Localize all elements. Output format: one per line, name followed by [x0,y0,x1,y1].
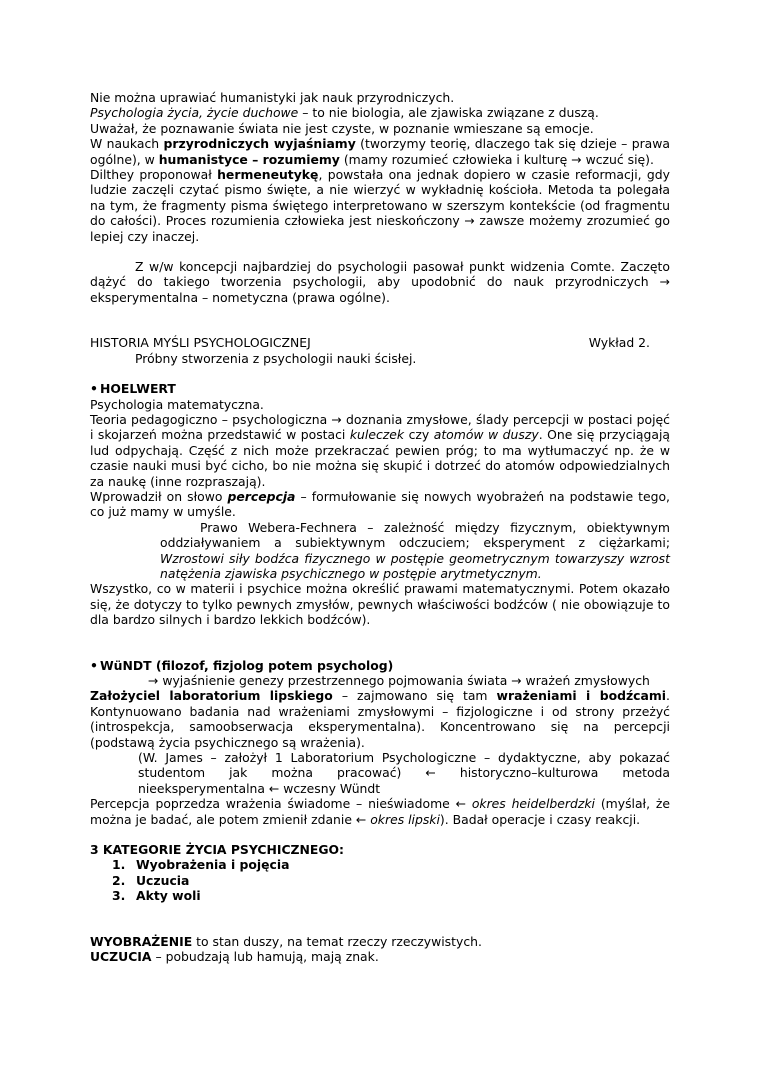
section-heading-wundt: • WüNDT (filozof, fizjolog potem psycholog) [90,657,394,673]
lecture-number: Wykład 2. [588,335,650,351]
lecture-header [90,335,670,350]
definition-imagination: WYOBRAŻENIE to stan duszy, na temat rzeczy rzeczywistych. [90,933,482,949]
section-heading-herbart: • HOELWERT [90,381,176,397]
paragraph-sciences: W naukach przyrodniczych wyjaśniamy (tworzymy teorię, dlaczego tak się dzieje – prawa ogólne), w humanistyce – rozumiemy (mamy rozumieć człowieka i kulturę → wczuć się). [90,136,670,167]
paragraph-math-laws: Wszystko, co w materii i psychice można określić prawami matematycznymi. Potem okazało się, że dotyczy to tylko pewnych zmysłów, pewnych właściwości bodźców ( nie obowiązuje to dla bardzo silnych i bardzo lekkich bodźców). [90,581,670,628]
quote-weber-fechner: Prawo Webera-Fechnera – zależność między fizycznym, obiektywnym oddziaływaniem a subiektywnym odczuciem; eksperyment z ciężarkami; Wzrostowi siły bodźca fizycznego w postępie geometrycznym towarzyszy wzrost natężenia zjawiska psychicznego w postępie arytmetycznym. [160,519,670,581]
bullet-icon: • [90,657,98,673]
categories-list [90,857,670,903]
definition-feelings: UCZUCIA – pobudzają lub hamują, mają znak. [90,949,379,965]
paragraph-perception: Wprowadził on słowo percepcja – formułowanie się nowych wyobrażeń na podstawie tego, co już mamy w umyśle. [90,488,670,520]
lecture-subtitle: Próbny stworzenia z psychologii nauki ścisłej. [135,350,417,366]
document-page [90,90,670,965]
paragraph-comte: Z w/w koncepcji najbardziej do psychologii pasował punkt widzenia Comte. Zaczęto dążyć do takiego tworzenia psychologii, aby upodobnić do nauk przyrodniczych → eksperymentalna – nometyczna (prawa ogólne). [90,259,670,305]
herbart-subheading: Psychologia matematyczna. [90,396,264,412]
paragraph-humanities: Nie można uprawiać humanistyki jak nauk przyrodniczych. [90,90,455,105]
paragraph-cognition: Uważał, że poznawanie świata nie jest czyste, w poznanie wmieszane są emocje. [90,120,594,136]
paragraph-pedagogical-theory: Teoria pedagogiczno – psychologiczna → doznania zmysłowe, ślady percepcji w postaci pojęć i skojarzeń można przedstawić w postaci kuleczek czy atomów w duszy. One się przyciągają lud odpychają. Część z nich może przekraczać pewien próg; to ma wytłumaczyć np. że w czasie nauki musi być cicho, bo nie można się skupić i dotrzeć do atomów odpowiedzialnych za naukę (inne rozpraszają). [90,411,670,489]
paragraph-perception-order: Percepcja poprzedza wrażenia świadome – nieświadome ← okres heidelberdzki (myślał, że można je badać, ale potem zmienił zdanie ← okres lipski). Badał operacje i czasy reakcji. [90,796,670,827]
categories-heading: 3 KATEGORIE ŻYCIA PSYCHICZNEGO: [90,842,345,858]
paragraph-hermeneutics: Dilthey proponował hermeneutykę, powstała ona jednak dopiero w czasie reformacji, gdy ludzie zaczęli czytać pismo święte, a nie wierzyć w wykładnię kościoła. Metoda ta polegała na tym, że fragmenty pisma świętego interpretowano w szerszym kontekście (od fragmentu do całości). Proces rozumienia człowieka jest nieskończony → zawsze możemy zrozumieć go lepiej czy inaczej. [90,167,670,244]
list-item: 1. Wyobrażenia i pojęcia [112,857,290,873]
course-title: HISTORIA MYŚLI PSYCHOLOGICZNEJ [90,335,311,351]
bullet-icon: • [90,381,98,397]
list-item: 2. Uczucia [112,872,190,888]
paragraph-life-psychology: Psychologia życia, życie duchowe – to nie biologia, ale zjawiska związane z duszą. [90,105,599,121]
reference-james: (W. James – założył 1 Laboratorium Psychologiczne – dydaktyczne, aby pokazać studentom jak można pracować) ← historyczno–kulturowa metoda nieeksperymentalna ← wczesny Wündt [138,750,670,796]
paragraph-leipzig-lab: Założyciel laboratorium lipskiego – zajmowano się tam wrażeniami i bodźcami. Kontynuowano badania nad wrażeniami zmysłowymi – fizjologiczne i od strony przeżyć (introspekcja, samoobserwacja eksperymentalna). Koncentrowano się na percepcji (podstawą życia psychicznego są wrażenia). [90,688,670,750]
list-item: 3. Akty woli [112,888,201,904]
wundt-explanation: → wyjaśnienie genezy przestrzennego pojmowania świata → wrażeń zmysłowych [148,673,650,688]
